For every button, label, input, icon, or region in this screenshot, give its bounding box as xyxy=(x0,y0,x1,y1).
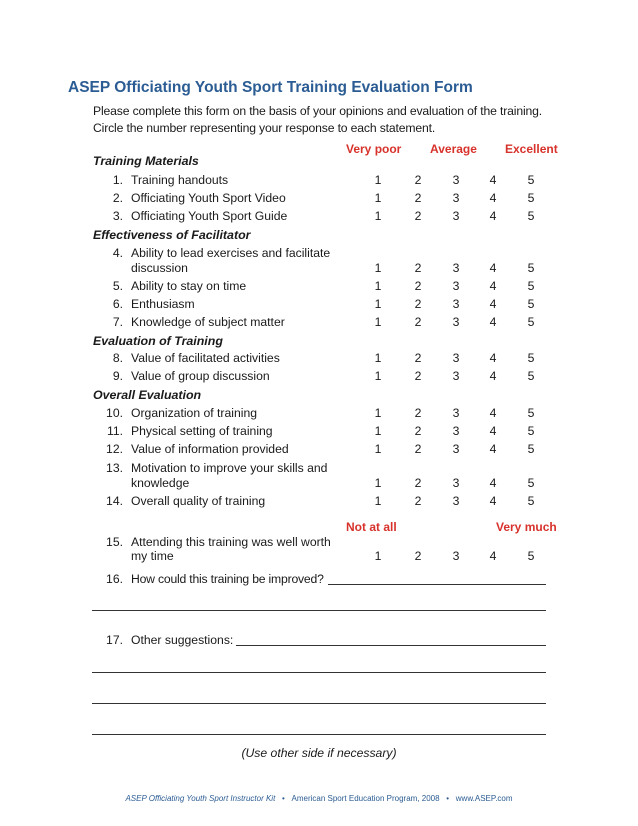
rating-4[interactable]: 4 xyxy=(489,191,497,205)
rating-3[interactable]: 3 xyxy=(452,424,460,438)
rating-2[interactable]: 2 xyxy=(414,442,422,456)
rating-4[interactable]: 4 xyxy=(489,406,497,420)
rating-1[interactable]: 1 xyxy=(374,549,382,563)
question-text: How could this training be improved? xyxy=(131,572,324,586)
rating-2[interactable]: 2 xyxy=(414,191,422,205)
rating-5[interactable]: 5 xyxy=(527,442,535,456)
question-number: 7. xyxy=(112,315,123,329)
question-number: 4. xyxy=(112,246,123,260)
rating-2[interactable]: 2 xyxy=(414,476,422,490)
rating-4[interactable]: 4 xyxy=(489,261,497,275)
rating-4[interactable]: 4 xyxy=(489,369,497,383)
rating-1[interactable]: 1 xyxy=(374,173,382,187)
answer-line-16[interactable] xyxy=(328,573,546,585)
rating-4[interactable]: 4 xyxy=(489,279,497,293)
rating-5[interactable]: 5 xyxy=(527,315,535,329)
footer-kit: ASEP Officiating Youth Sport Instructor Kit xyxy=(125,794,276,803)
rating-5[interactable]: 5 xyxy=(527,297,535,311)
rating-2[interactable]: 2 xyxy=(414,315,422,329)
rating-3[interactable]: 3 xyxy=(452,315,460,329)
rating-5[interactable]: 5 xyxy=(527,424,535,438)
rating-5[interactable]: 5 xyxy=(527,351,535,365)
question-number: 10. xyxy=(106,406,123,420)
footer-separator: • xyxy=(282,794,285,803)
question-number: 6. xyxy=(112,297,123,311)
question-text: Other suggestions: xyxy=(131,633,234,647)
use-other-side-note: (Use other side if necessary) xyxy=(241,746,397,760)
rating-3[interactable]: 3 xyxy=(452,279,460,293)
footer-url: www.ASEP.com xyxy=(455,794,513,803)
answer-line-16b[interactable] xyxy=(92,599,546,611)
answer-line-17c[interactable] xyxy=(92,692,546,704)
question-text: discussion xyxy=(131,261,188,275)
question-number: 9. xyxy=(112,369,123,383)
rating-1[interactable]: 1 xyxy=(374,297,382,311)
answer-line-17d[interactable] xyxy=(92,723,546,735)
question-text: Training handouts xyxy=(131,173,229,187)
question-number: 14. xyxy=(106,494,123,508)
section-heading: Training Materials xyxy=(93,154,199,168)
rating-3[interactable]: 3 xyxy=(452,442,460,456)
section-heading: Overall Evaluation xyxy=(93,388,202,402)
rating-4[interactable]: 4 xyxy=(489,297,497,311)
section-heading: Effectiveness of Facilitator xyxy=(93,228,251,242)
question-text: Officiating Youth Sport Video xyxy=(131,191,286,205)
question-number: 8. xyxy=(112,351,123,365)
question-number: 1. xyxy=(112,173,123,187)
rating-1[interactable]: 1 xyxy=(374,406,382,420)
question-text: Organization of training xyxy=(131,406,258,420)
rating-3[interactable]: 3 xyxy=(452,549,460,563)
question-number: 5. xyxy=(112,279,123,293)
instructions-line-2: Circle the number representing your response to each statement. xyxy=(93,121,436,135)
rating-3[interactable]: 3 xyxy=(452,297,460,311)
rating-1[interactable]: 1 xyxy=(374,424,382,438)
rating-2[interactable]: 2 xyxy=(414,406,422,420)
answer-line-17b[interactable] xyxy=(92,661,546,673)
rating-4[interactable]: 4 xyxy=(489,424,497,438)
question-text: Ability to stay on time xyxy=(131,279,247,293)
question-text: Value of information provided xyxy=(131,442,289,456)
rating-1[interactable]: 1 xyxy=(374,476,382,490)
rating-5[interactable]: 5 xyxy=(527,209,535,223)
rating-4[interactable]: 4 xyxy=(489,442,497,456)
rating-1[interactable]: 1 xyxy=(374,442,382,456)
rating-1[interactable]: 1 xyxy=(374,279,382,293)
rating-1[interactable]: 1 xyxy=(374,369,382,383)
question-number: 15. xyxy=(106,535,123,549)
question-text: Motivation to improve your skills and xyxy=(131,461,328,475)
rating-3[interactable]: 3 xyxy=(452,261,460,275)
answer-line-17[interactable] xyxy=(236,634,546,646)
question-number: 11. xyxy=(106,424,123,438)
rating-5[interactable]: 5 xyxy=(527,173,535,187)
question-text: Officiating Youth Sport Guide xyxy=(131,209,288,223)
scale-label-low: Very poor xyxy=(346,142,402,156)
rating-1[interactable]: 1 xyxy=(374,351,382,365)
footer-separator: • xyxy=(446,794,450,803)
scale-label-high: Very much xyxy=(496,520,557,534)
rating-4[interactable]: 4 xyxy=(489,494,497,508)
rating-1[interactable]: 1 xyxy=(374,261,382,275)
question-text: Ability to lead exercises and facilitate xyxy=(131,246,331,260)
question-text: Value of group discussion xyxy=(131,369,270,383)
question-text: knowledge xyxy=(131,476,190,490)
rating-2[interactable]: 2 xyxy=(414,494,422,508)
section-heading: Evaluation of Training xyxy=(93,334,223,348)
rating-3[interactable]: 3 xyxy=(452,209,460,223)
rating-2[interactable]: 2 xyxy=(414,369,422,383)
question-number: 12. xyxy=(106,442,123,456)
rating-5[interactable]: 5 xyxy=(527,494,535,508)
question-text: my time xyxy=(131,549,174,563)
rating-5[interactable]: 5 xyxy=(527,279,535,293)
question-text: Knowledge of subject matter xyxy=(131,315,285,329)
rating-4[interactable]: 4 xyxy=(489,209,497,223)
rating-2[interactable]: 2 xyxy=(414,549,422,563)
form-title: ASEP Officiating Youth Sport Training Evaluation Form xyxy=(68,79,473,96)
rating-2[interactable]: 2 xyxy=(414,424,422,438)
question-text: Attending this training was well worth xyxy=(131,535,331,549)
question-text: Value of facilitated activities xyxy=(131,351,280,365)
rating-5[interactable]: 5 xyxy=(527,191,535,205)
rating-5[interactable]: 5 xyxy=(527,261,535,275)
rating-1[interactable]: 1 xyxy=(374,209,382,223)
rating-4[interactable]: 4 xyxy=(489,549,497,563)
rating-4[interactable]: 4 xyxy=(489,351,497,365)
rating-3[interactable]: 3 xyxy=(452,494,460,508)
rating-3[interactable]: 3 xyxy=(452,191,460,205)
rating-2[interactable]: 2 xyxy=(414,209,422,223)
scale-label-low: Not at all xyxy=(346,520,397,534)
rating-5[interactable]: 5 xyxy=(527,549,535,563)
question-number: 13. xyxy=(106,461,123,475)
rating-3[interactable]: 3 xyxy=(452,173,460,187)
rating-5[interactable]: 5 xyxy=(527,476,535,490)
rating-4[interactable]: 4 xyxy=(489,476,497,490)
rating-2[interactable]: 2 xyxy=(414,261,422,275)
rating-5[interactable]: 5 xyxy=(527,369,535,383)
rating-1[interactable]: 1 xyxy=(374,191,382,205)
rating-2[interactable]: 2 xyxy=(414,279,422,293)
rating-4[interactable]: 4 xyxy=(489,315,497,329)
question-number: 2. xyxy=(112,191,123,205)
rating-3[interactable]: 3 xyxy=(452,406,460,420)
scale-label-high: Excellent xyxy=(505,142,558,156)
question-text: Enthusiasm xyxy=(131,297,195,311)
rating-3[interactable]: 3 xyxy=(452,476,460,490)
question-number: 16. xyxy=(106,572,123,586)
scale-label-mid: Average xyxy=(430,142,477,156)
footer-program: American Sport Education Program, 2008 xyxy=(291,794,440,803)
rating-1[interactable]: 1 xyxy=(374,494,382,508)
rating-2[interactable]: 2 xyxy=(414,173,422,187)
rating-3[interactable]: 3 xyxy=(452,369,460,383)
rating-3[interactable]: 3 xyxy=(452,351,460,365)
footer xyxy=(0,794,638,803)
question-text: Overall quality of training xyxy=(131,494,266,508)
instructions-line-1: Please complete this form on the basis of your opinions and evaluation of the training. xyxy=(93,104,542,118)
question-number: 17. xyxy=(106,633,123,647)
question-text: Physical setting of training xyxy=(131,424,273,438)
rating-2[interactable]: 2 xyxy=(414,297,422,311)
rating-4[interactable]: 4 xyxy=(489,173,497,187)
rating-5[interactable]: 5 xyxy=(527,406,535,420)
rating-2[interactable]: 2 xyxy=(414,351,422,365)
rating-1[interactable]: 1 xyxy=(374,315,382,329)
question-number: 3. xyxy=(112,209,123,223)
